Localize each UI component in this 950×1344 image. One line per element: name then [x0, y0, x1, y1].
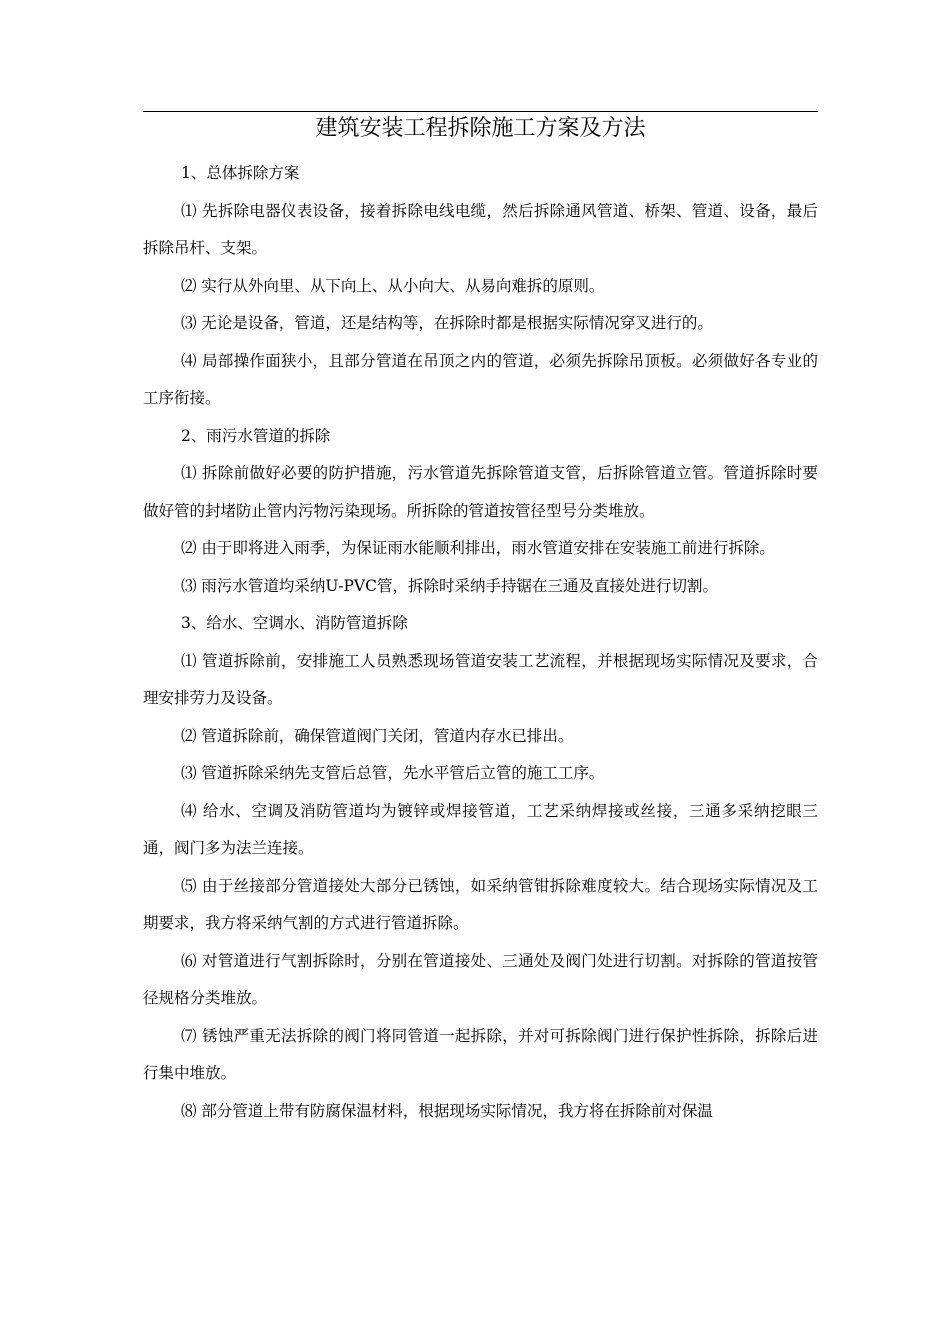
section-heading: 3、给水、空调水、消防管道拆除: [181, 614, 408, 632]
section-heading: 1、总体拆除方案: [181, 164, 300, 182]
paragraph: ⑵ 管道拆除前，确保管道阀门关闭，管道内存水已排出。: [181, 726, 574, 745]
document-body: [143, 155, 818, 1130]
paragraph: ⑶ 雨污水管道均采纳U-PVC管，拆除时采纳手持锯在三通及直接处进行切割。: [181, 576, 718, 595]
document-title: 建筑安装工程拆除施工方案及方法: [315, 116, 646, 141]
paragraph: ⑷ 局部操作面狭小，且部分管道在吊顶之内的管道，必须先拆除吊顶板。必须做好各专业的工序衔接。: [143, 351, 818, 407]
paragraph: ⑴ 拆除前做好必要的防护措施，污水管道先拆除管道支管，后拆除管道立管。管道拆除时要做好管的封堵防止管内污物污染现场。所拆除的管道按管径型号分类堆放。: [143, 464, 818, 520]
paragraph: ⑻ 部分管道上带有防腐保温材料，根据现场实际情况，我方将在拆除前对保温: [181, 1101, 713, 1120]
paragraph: ⑶ 无论是设备，管道，还是结构等，在拆除时都是根据实际情况穿叉进行的。: [181, 314, 713, 332]
paragraph: ⑸ 由于丝接部分管道接处大部分已锈蚀，如采纳管钳拆除难度较大。结合现场实际情况及工期要求，我方将采纳气割的方式进行管道拆除。: [143, 876, 818, 932]
paragraph: ⑴ 管道拆除前，安排施工人员熟悉现场管道安装工艺流程，并根据现场实际情况及要求，合理安排劳力及设备。: [143, 651, 818, 707]
section-heading: 2、雨污水管道的拆除: [181, 426, 331, 445]
paragraph: ⑵ 实行从外向里、从下向上、从小向大、从易向难拆的原则。: [181, 276, 605, 295]
header-rule: [143, 111, 818, 112]
paragraph: ⑹ 对管道进行气割拆除时，分别在管道接处、三通处及阀门处进行切割。对拆除的管道按管径规格分类堆放。: [143, 951, 818, 1007]
paragraph: ⑴ 先拆除电器仪表设备，接着拆除电线电缆，然后拆除通风管道、桥架、管道、设备，最后拆除吊杆、支架。: [143, 201, 818, 257]
paragraph: ⑺ 锈蚀严重无法拆除的阀门将同管道一起拆除，并对可拆除阀门进行保护性拆除，拆除后进行集中堆放。: [143, 1026, 818, 1082]
paragraph: ⑷ 给水、空调及消防管道均为镀锌或焊接管道，工艺采纳焊接或丝接，三通多采纳挖眼三通，阀门多为法兰连接。: [143, 801, 818, 857]
paragraph: ⑶ 管道拆除采纳先支管后总管，先水平管后立管的施工工序。: [181, 764, 605, 782]
paragraph: ⑵ 由于即将进入雨季，为保证雨水能顺利排出，雨水管道安排在安装施工前进行拆除。: [181, 539, 775, 557]
